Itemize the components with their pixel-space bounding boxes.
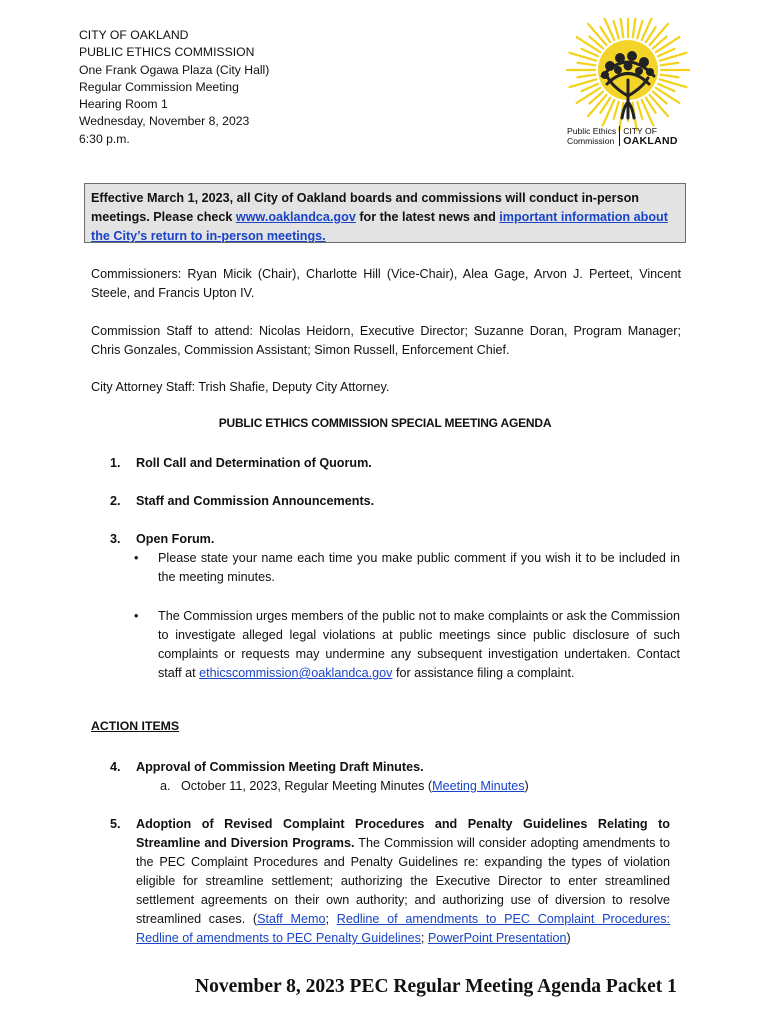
sun-ray [642,18,654,40]
logo-text: CITY OF [623,126,657,136]
agenda-item-4 [110,758,670,777]
item-number: 2. [110,494,121,508]
oaklandca-link[interactable]: www.oaklandca.gov [235,210,356,224]
item-number: 3. [110,532,121,546]
item-number: 4. [110,760,121,774]
sun-ray [642,100,654,125]
agenda-item-5 [110,815,670,948]
notice-text: Effective March 1, 2023, all City of Oakland boards and commissions will conduct in-person meetings. Please check [91,191,639,224]
item-text: ; [420,931,428,945]
header-line: Wednesday, November 8, 2023 [79,114,250,129]
item-title: Staff and Commission Announcements. [136,494,375,508]
meeting-header [79,27,269,148]
sub-text: October 11, 2023, Regular Meeting Minutes ( [181,779,433,793]
meeting-minutes-link[interactable]: Meeting Minutes [432,779,525,793]
action-items-heading: ACTION ITEMS [91,719,180,733]
item-title: Roll Call and Determination of Quorum. [136,456,372,470]
sun-ray [614,21,619,38]
agenda-item-1 [110,454,670,473]
sun-ray [578,75,596,78]
sub-label: a. [160,779,171,793]
return-info-link[interactable]: important information about the City’s return to in-person meetings. [91,210,668,243]
sun-ray [656,37,680,52]
item-text: ; [325,912,337,926]
sun-ray [603,18,615,40]
sun-ray [637,102,642,119]
item-title: Open Forum. [136,532,215,546]
bullet-text: Please state your name each time you make public comment if you wish it to be included in the meeting minutes. [158,551,680,584]
attorney-paragraph: City Attorney Staff: Trish Shafie, Deputy City Attorney. [91,380,390,394]
redline-amendments-link[interactable]: Redline of amendments to PEC Complaint Procedures: Redline of amendments to PEC Penalty Guidelines [136,912,671,945]
sun-ray [614,102,619,119]
bullet-text: The Commission urges members of the public not to make complaints or ask the Commission to investigate alleged legal violations at public meetings since public disclosure of such complaints or requests may undermine any subsequent investigation undertaken. Contact staff at [158,609,680,680]
header-line: 6:30 p.m. [79,131,130,146]
sun-ray [656,88,680,103]
logo-text: Commission [567,136,615,146]
list-item [134,607,680,683]
sun-ray [603,100,615,125]
item-number: 1. [110,456,121,470]
list-item [160,777,529,796]
agenda-item-2 [110,492,670,511]
sun-ray [577,88,601,103]
list-item [134,549,680,587]
bullet-icon: • [134,551,139,565]
header-line: Hearing Room 1 [79,97,168,112]
notice-text: for the latest news and [355,210,500,224]
header-line: CITY OF OAKLAND [79,28,189,42]
item-title: Approval of Commission Meeting Draft Minutes. [136,760,424,774]
item-number: 5. [110,817,121,831]
ethics-email-link[interactable]: ethicscommission@oaklandca.gov [199,666,393,680]
logo-caption [567,126,678,146]
header-line: One Frank Ogawa Plaza (City Hall) [79,62,270,77]
logo-text: Public Ethics [567,126,617,136]
sun-ray [577,37,601,52]
sun-ray [633,18,637,37]
sun-ray [661,75,679,78]
agenda-title: PUBLIC ETHICS COMMISSION SPECIAL MEETING AGENDA [218,416,552,430]
agenda-item-3 [110,530,670,549]
commissioners-paragraph: Commissioners: Ryan Micik (Chair), Charlotte Hill (Vice-Chair), Alea Gage, Arvon J. Perteet, Vincent Steele, and Francis Upton IV. [91,267,681,300]
sun-ray [578,63,596,66]
packet-footer: November 8, 2023 PEC Regular Meeting Agenda Packet 1 [195,976,677,997]
sun-ray [619,18,623,37]
item-text: ) [566,931,571,945]
powerpoint-link[interactable]: PowerPoint Presentation [427,931,567,945]
bullet-text: for assistance filing a complaint. [392,666,575,680]
logo-text: OAKLAND [623,135,678,147]
header-line: Regular Commission Meeting [79,79,239,94]
sun-ray [661,63,679,66]
header-line: PUBLIC ETHICS COMMISSION [79,45,255,60]
item-title: Adoption of Revised Complaint Procedures and Penalty Guidelines Relating to Streamline and Diversion Programs. [136,817,670,850]
sub-text: ) [524,779,529,793]
bullet-icon: • [134,609,139,623]
staff-paragraph: Commission Staff to attend: Nicolas Heidorn, Executive Director; Suzanne Doran, Program Manager; Chris Gonzales, Commission Assistant; Simon Russell, Enforcement Chief. [91,324,681,357]
item-text: The Commission will consider adopting amendments to the PEC Complaint Procedures and Penalty Guidelines re: expanding the types of violation eligible for streamline settlement; authorizing the Executive Director to enter streamlined settlement agreements on their own authority; and authorizing use of diversion to resolve streamlined cases. ( [136,836,670,926]
in-person-notice-box [84,183,686,243]
staff-memo-link[interactable]: Staff Memo [257,912,326,926]
sun-ray [637,21,642,38]
